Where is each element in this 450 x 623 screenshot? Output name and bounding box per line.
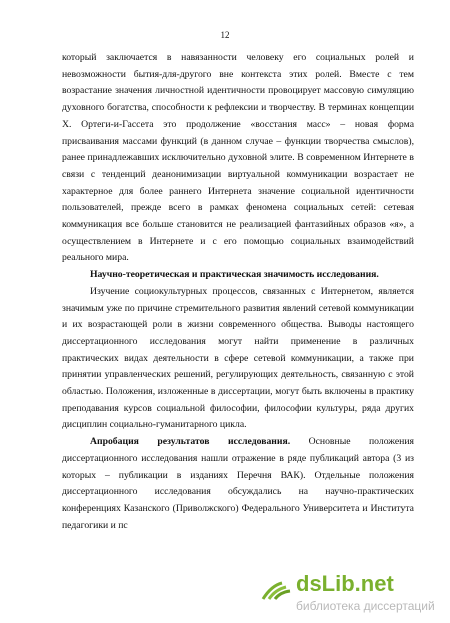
- paragraph-approbation: [62, 434, 414, 534]
- dslib-watermark: [260, 571, 440, 617]
- heading-approbation: Апробация результатов исследования.: [90, 436, 291, 448]
- page-number: 12: [220, 30, 230, 40]
- paragraph-continuation: который заключается в навязанности человеку его социальных ролей и невозможности бытия-для-другого вне контекста этих ролей. Вместе с тем возрастание значения личностной идентичности провоцирует массовую симуляцию духовного богатства, способности к рефлексии и творчеству. В терминах концепции Х. Ортеги-и-Гассета это продолжение «восстания масс» – новая форма присваивания массами функций (в данном случае – функции творчества смыслов), ранее принадлежавших исключительно духовной элите. В современном Интернете в связи с тенденций деанонимизации виртуальной коммуникации возрастает не характерное для более раннего Интернета значение социальной идентичности пользователей, прежде всего в рамках феномена социальных сетей: сетевая коммуникация все больше становится не реализацией фантазийных образов «я», а осуществлением в Интернете и с его помощью социальных взаимодействий реального мира.: [62, 52, 414, 264]
- paragraph-approbation-text: Основные положения диссертационного исследования нашли отражение в ряде публикаций автора (3 из которых – публикации в изданиях Перечня ВАК). Отдельные положения диссертационного исследования обсуждались на научно-практических конференциях Казанского (Приволжского) Федерального Университета и Института педагогики и пс: [62, 436, 414, 531]
- watermark-brand: dsLib.net: [296, 571, 394, 596]
- paragraph-significance: Изучение социокультурных процессов, связанных с Интернетом, является значимым уже по причине стремительного развития явлений сетевой коммуникации и их возрастающей роли в жизни современного общества. Выводы настоящего диссертационного исследования могут найти применение в различных практических видах деятельности в сфере сетевой коммуникации, а также при принятии управленческих решений, регулирующих деятельность, связанную с этой областью. Положения, изложенные в диссертации, могут быть включены в практику преподавания курсов социальной философии, философии культуры, ряда других дисциплин социально-гуманитарного цикла.: [62, 285, 414, 431]
- document-body: [62, 50, 414, 534]
- books-logo-icon: [260, 575, 300, 601]
- heading-significance: Научно-теоретическая и практическая значимость исследования.: [90, 269, 379, 281]
- watermark-subtitle: библиотека диссертаций: [296, 599, 435, 613]
